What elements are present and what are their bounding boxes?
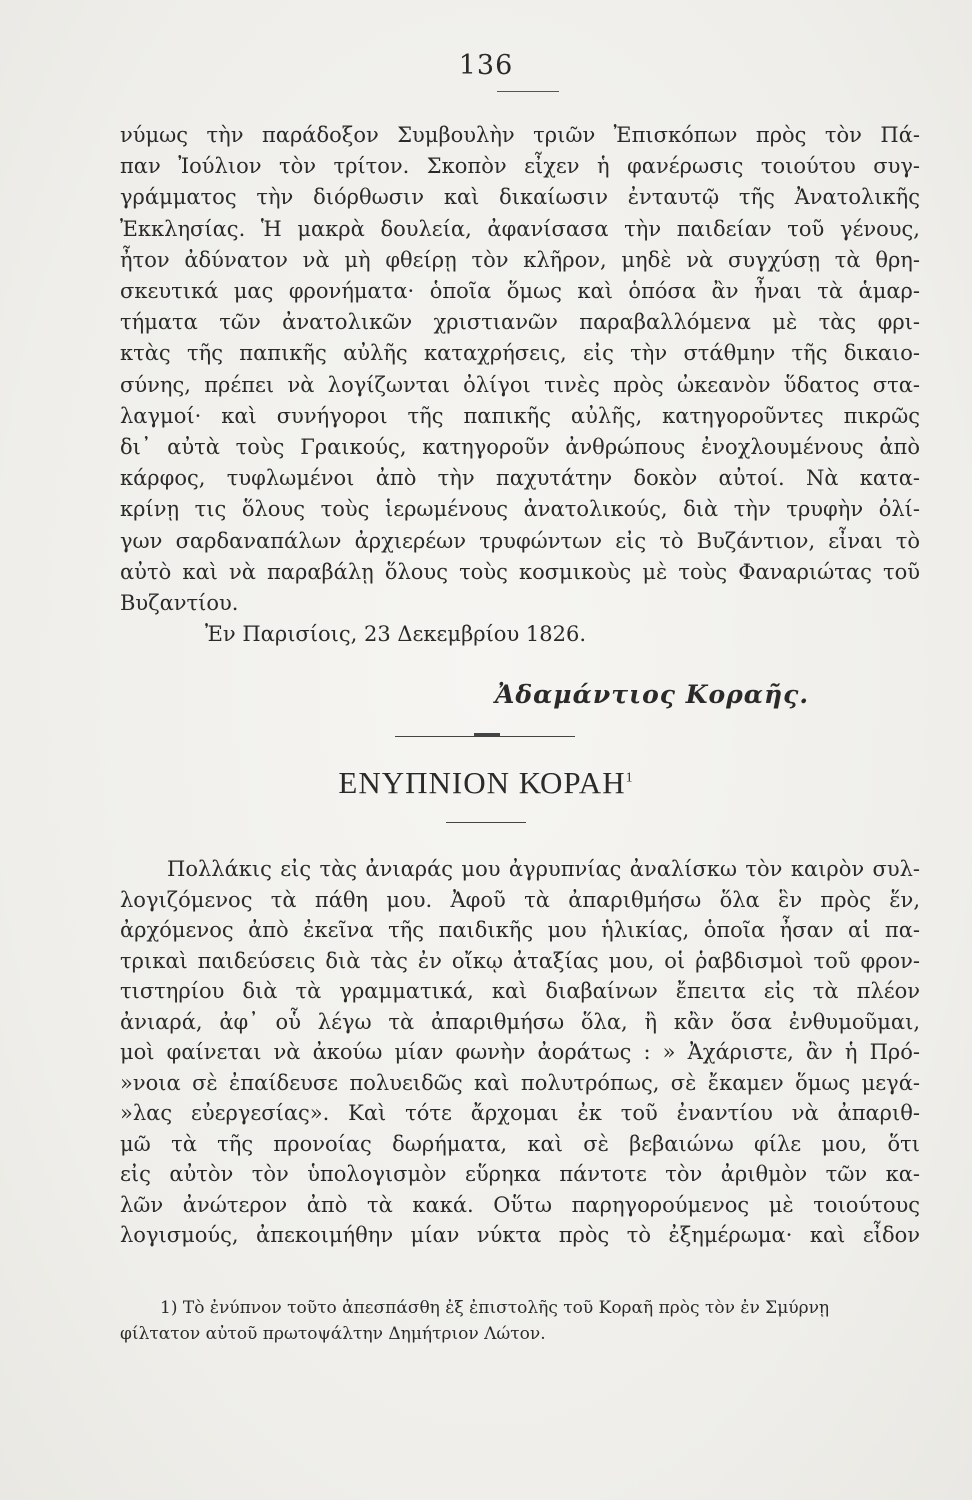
section-title-note-mark: 1 [625, 770, 634, 786]
text-line: δι᾽ αὐτὰ τοὺς Γραικούς, κατηγοροῦν ἀνθρώπους ἐνοχλουμένους ἀπὸ [120, 435, 920, 459]
text-line: μῶ τὰ τῆς προνοίας δωρήματα, καὶ σὲ βεβαιώνω φίλε μου, ὅτι [120, 1131, 920, 1156]
text-line: τρικαὶ παιδεύσεις διὰ τὰς ἐν οἴκῳ ἀταξίας μου, οἱ ῥαβδισμοὶ τοῦ φρον- [120, 948, 920, 973]
page-number: 136 [458, 50, 514, 81]
footnote-line: 1) Τὸ ἐνύπνον τοῦτο ἀπεσπάσθη ἐξ ἐπιστολῆς τοῦ Κοραῆ πρὸς τὸν ἐν Σμύρνῃ [160, 1298, 830, 1318]
text-line: ἀρχόμενος ἀπὸ ἐκεῖνα τῆς παιδικῆς μου ἡλικίας, ὁποῖα ἦσαν αἱ πα- [120, 918, 920, 942]
signature: Ἀδαμάντιος Κοραῆς. [495, 680, 810, 709]
title-underline [446, 822, 526, 823]
text-line: μοὶ φαίνεται νὰ ἀκούω μίαν φωνὴν ἀοράτως : » Ἀχάριστε, ἂν ἡ Πρό- [120, 1040, 920, 1064]
text-line: γράμματος τὴν διόρθωσιν καὶ δικαίωσιν ἐνταυτῷ τῆς Ἀνατολικῆς [120, 185, 920, 210]
text-line: σύνης, πρέπει νὰ λογίζωνται ὀλίγοι τινὲς πρὸς ὠκεανὸν ὕδατος στα- [120, 372, 920, 397]
text-line: »λας εὐεργεσίας». Καὶ τότε ἄρχομαι ἐκ τοῦ ἐναντίου νὰ ἀπαριθ- [120, 1101, 920, 1125]
text-line: ἦτον ἀδύνατον νὰ μὴ φθείρῃ τὸν κλῆρον, μηδὲ νὰ συγχύσῃ τὰ θρη- [120, 247, 920, 272]
text-line: νύμως τὴν παράδοξον Συμβουλὴν τριῶν Ἐπισκόπων πρὸς τὸν Πά- [120, 123, 920, 147]
page-number-underline [497, 91, 559, 92]
text-line: τήματα τῶν ἀνατολικῶν χριστιανῶν παραβαλλόμενα μὲ τὰς φρι- [120, 310, 920, 335]
text-line: λαγμοί· καὶ συνήγοροι τῆς παπικῆς αὐλῆς, κατηγοροῦντες πικρῶς [120, 403, 920, 428]
text-line: σκευτικά μας φρονήματα· ὁποῖα ὅμως καὶ ὁπόσα ἂν ἦναι τὰ ἁμαρ- [120, 279, 920, 303]
text-line: αὐτὸ καὶ νὰ παραβάλῃ ὅλους τοὺς κοσμικοὺς μὲ τοὺς Φαναριώτας τοῦ [120, 559, 920, 584]
text-line: κάρφος, τυφλωμένοι ἀπὸ τὴν παχυτάτην δοκὸν αὐτοί. Νὰ κατα- [120, 466, 920, 491]
text-line: λογιζόμενος τὰ πάθη μου. Ἀφοῦ τὰ ἀπαριθμήσω ὅλα ἓν πρὸς ἕν, [120, 887, 920, 912]
text-line: παν Ἰούλιον τὸν τρίτον. Σκοπὸν εἶχεν ἡ φανέρωσις τοιούτου συγ- [120, 154, 920, 179]
text-line: κρίνῃ τις ὅλους τοὺς ἱερωμένους ἀνατολικούς, διὰ τὴν τρυφὴν ὀλί- [120, 497, 920, 522]
text-line: τιστηρίου διὰ τὰ γραμματικά, καὶ διαβαίνων ἔπειτα εἰς τὰ πλέον [120, 979, 920, 1003]
text-line: κτὰς τῆς παπικῆς αὐλῆς καταχρήσεις, εἰς τὴν στάθμην τῆς δικαιο- [120, 341, 920, 366]
separator-mark [474, 733, 500, 737]
text-line: γων σαρδαναπάλων ἀρχιερέων τρυφώντων εἰς τὸ Βυζάντιον, εἶναι τὸ [120, 528, 920, 553]
text-line: »νοια σὲ ἐπαίδευσε πολυειδῶς καὶ πολυτρόπως, σὲ ἔκαμεν ὅμως μεγά- [120, 1070, 920, 1095]
text-line: Βυζαντίου. [120, 591, 239, 615]
text-line: ἀνιαρά, ἀφ᾽ οὗ λέγω τὰ ἀπαριθμήσω ὅλα, ἢ κἂν ὅσα ἐνθυμοῦμαι, [120, 1009, 920, 1034]
section-title [0, 765, 972, 801]
text-line: Ἐκκλησίας. Ἡ μακρὰ δουλεία, ἀφανίσασα τὴν παιδείαν τοῦ γένους, [120, 216, 920, 241]
footnote-line: φίλτατον αὐτοῦ πρωτοψάλτην Δημήτριον Λώτον. [120, 1324, 546, 1344]
text-line: εἰς αὐτὸν τὸν ὑπολογισμὸν εὕρηκα πάντοτε τὸν ἀριθμὸν τῶν κα- [120, 1162, 920, 1186]
section-title-text: ΕΝΥΠΝΙΟΝ ΚΟΡΑΗ [338, 765, 626, 800]
text-line: λῶν ἀνώτερον ἀπὸ τὰ κακά. Οὕτω παρηγορούμενος μὲ τοιούτους [120, 1192, 920, 1217]
dateline: Ἐν Παρισίοις, 23 Δεκεμβρίου 1826. [205, 622, 587, 646]
text-line: Πολλάκις εἰς τὰς ἀνιαράς μου ἀγρυπνίας ἀναλίσκω τὸν καιρὸν συλ- [167, 857, 920, 881]
text-line: λογισμούς, ἀπεκοιμήθην μίαν νύκτα πρὸς τὸ ἐξημέρωμα· καὶ εἶδον [120, 1223, 920, 1247]
